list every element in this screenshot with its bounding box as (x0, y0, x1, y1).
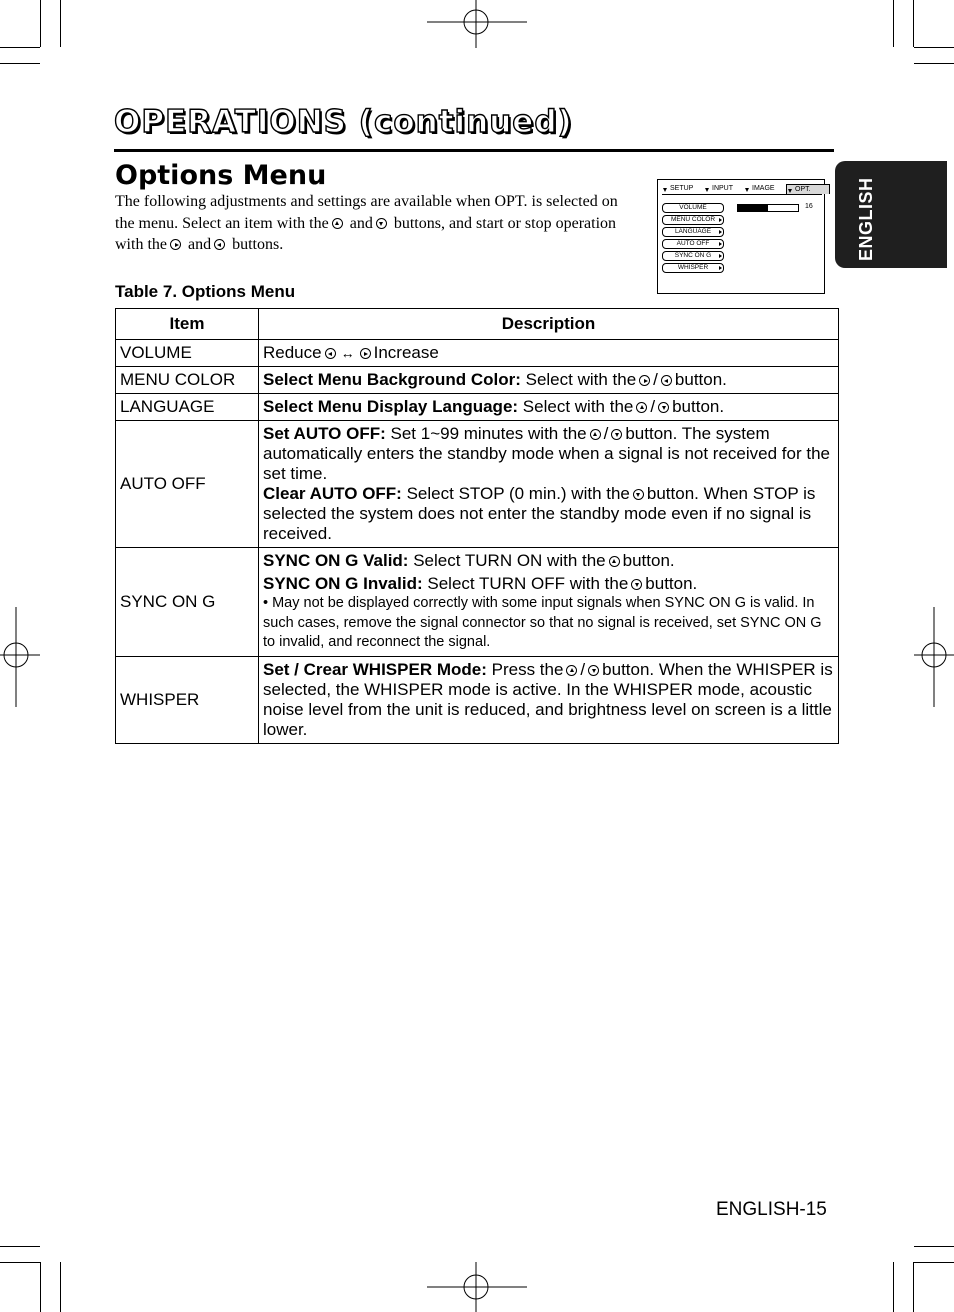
row-desc-auto-off: Set AUTO OFF: Set 1~99 minutes with the / button. The system automatically enters the standby mode when a signal is not received for the set time. Clear AUTO OFF: Select STOP (0 min.) with the button. When STOP is selected the system does not enter the standby mode even if no signal is received. (259, 421, 839, 548)
row-item-language: LANGUAGE (116, 394, 259, 421)
language-side-tab (835, 161, 947, 268)
row-item-whisper: WHISPER (116, 656, 259, 743)
registration-mark-bottom (427, 1262, 527, 1312)
table-row (116, 340, 839, 367)
osd-tab-bar (662, 184, 822, 195)
row-item-sync-on-g: SYNC ON G (116, 548, 259, 657)
row-item-auto-off: AUTO OFF (116, 421, 259, 548)
osd-item-volume: VOLUME (662, 203, 724, 213)
osd-volume-bar (737, 204, 799, 212)
row-desc-volume: Reduce ↔ Increase (259, 340, 839, 367)
up-button-icon (609, 556, 620, 567)
table-row (116, 394, 839, 421)
osd-tab-image: IMAGE (744, 184, 775, 193)
osd-volume-value: 16 (805, 203, 813, 210)
osd-tab-setup: SETUP (662, 184, 693, 193)
up-button-icon (636, 402, 647, 413)
up-button-icon (566, 665, 577, 676)
row-desc-menu-color: Select Menu Background Color: Select with the / button. (259, 367, 839, 394)
registration-mark-right (914, 607, 954, 707)
down-button-icon (658, 402, 669, 413)
section-title: Options Menu (115, 160, 327, 191)
table-row (116, 367, 839, 394)
right-button-icon (170, 239, 181, 250)
table-row (116, 548, 839, 657)
up-button-icon (590, 429, 601, 440)
osd-tab-opt: OPT. (786, 184, 830, 194)
table-row (116, 656, 839, 743)
osd-tab-input: INPUT (704, 184, 733, 193)
header-description: Description (259, 309, 839, 340)
down-button-icon (633, 489, 644, 500)
language-tab-label: ENGLISH (856, 177, 876, 261)
down-button-icon (631, 579, 642, 590)
table-header-row (116, 309, 839, 340)
osd-item-auto-off: AUTO OFF (662, 239, 724, 249)
row-desc-language: Select Menu Display Language: Select with the / button. (259, 394, 839, 421)
right-button-icon (360, 348, 371, 359)
table-caption: Table 7. Options Menu (115, 282, 296, 301)
sync-on-g-note: • May not be displayed correctly with some input signals when SYNC ON G is valid. In such cases, remove the signal connector so that no signal is received, set SYNC ON G to invalid, and reconnect the signal. (263, 595, 822, 650)
table-row (116, 421, 839, 548)
registration-mark-top (427, 0, 527, 48)
row-desc-sync-on-g: SYNC ON G Valid: Select TURN ON with the button. SYNC ON G Invalid: Select TURN OFF with the button. • May not be displayed correctly with some input signals when SYNC ON G is valid. In such cases, remove the signal connector so that no signal is received, set SYNC ON G to invalid, and reconnect the signal. (259, 548, 839, 657)
osd-item-menu-color: MENU COLOR (662, 215, 724, 225)
osd-item-language: LANGUAGE (662, 227, 724, 237)
right-button-icon (639, 375, 650, 386)
page-number: ENGLISH-15 (716, 1199, 827, 1220)
double-arrow-icon: ↔ (340, 345, 355, 361)
left-button-icon (214, 239, 225, 250)
row-item-menu-color: MENU COLOR (116, 367, 259, 394)
header-item: Item (116, 309, 259, 340)
page-title: OPERATIONS (continued) (114, 104, 573, 140)
registration-mark-left (0, 607, 40, 707)
osd-menu-illustration (657, 179, 825, 294)
down-button-icon (588, 665, 599, 676)
row-desc-whisper: Set / Crear WHISPER Mode: Press the / button. When the WHISPER is selected, the WHISPER mode is active. In the WHISPER mode, acoustic noise level from the unit is reduced, and brightness level on screen is a little lower. (259, 656, 839, 743)
osd-volume-bar-fill (738, 205, 768, 211)
osd-item-whisper: WHISPER (662, 263, 724, 273)
intro-paragraph: The following adjustments and settings are available when OPT. is selected on the menu. Select an item with the and buttons, and start or stop operation with the and buttons. (115, 193, 618, 253)
up-button-icon (332, 218, 343, 229)
osd-item-sync-on-g: SYNC ON G (662, 251, 724, 261)
title-rule (114, 149, 834, 152)
left-button-icon (325, 348, 336, 359)
down-button-icon (611, 429, 622, 440)
osd-item-list (662, 203, 724, 275)
left-button-icon (661, 375, 672, 386)
options-table (115, 308, 839, 744)
row-item-volume: VOLUME (116, 340, 259, 367)
down-button-icon (376, 218, 387, 229)
